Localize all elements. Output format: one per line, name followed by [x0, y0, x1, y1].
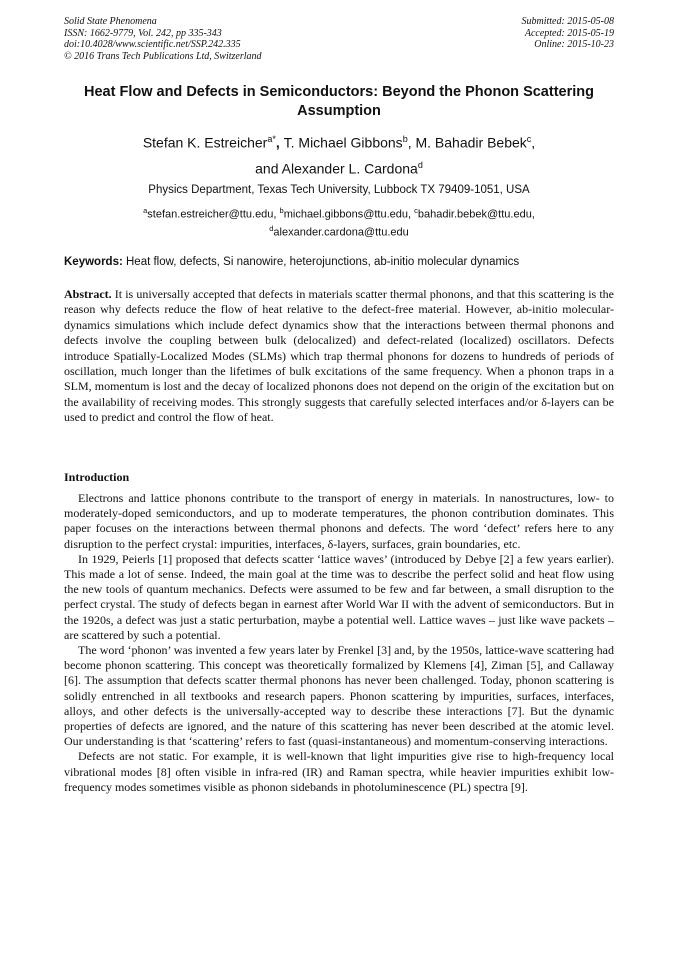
paper-title: Heat Flow and Defects in Semiconductors: Beyond the Phonon Scattering Assumption — [84, 84, 594, 119]
author-emails — [64, 204, 614, 239]
journal-issn: ISSN: 1662-9779, Vol. 242, pp 335-343 — [64, 27, 222, 39]
author-superscript: b — [402, 134, 408, 144]
journal-name: Solid State Phenomena — [64, 16, 157, 27]
author-name: and Alexander L. Cardona — [255, 160, 418, 177]
email-superscript: a — [143, 206, 148, 215]
submitted-date: Submitted: 2015-05-08 — [521, 16, 614, 27]
author-superscript: a* — [267, 134, 276, 144]
paragraph: The word ‘phonon’ was invented a few years later by Frenkel [3] and, by the 1950s, lattice-wave scattering had become phonon scattering. This concept was theoretically formalized by Klemens [4], Ziman [5], and Callaway [6]. The assumption that defects scatter thermal phonons has never been challenged. Today, phonon scattering is solidly entrenched in all textbooks and research papers. Phonon scattering by impurities, surfaces, interfaces, alloys, and other defects is the universally-accepted way to describe these interactions [7]. But the dynamic properties of defects are ignored, and the nature of this scattering has never been described at the atomic level. Our understanding is that ‘scattering’ refers to fast (quasi-instantaneous) and momentum-conserving interactions. — [64, 643, 614, 749]
email-superscript: c — [414, 206, 418, 215]
email-superscript: b — [279, 206, 284, 215]
keywords-line — [64, 255, 614, 269]
section-heading-introduction: Introduction — [64, 470, 130, 484]
affiliation: Physics Department, Texas Tech University, Lubbock TX 79409-1051, USA — [148, 184, 530, 196]
author-name: Stefan K. Estreicher — [142, 134, 268, 151]
author-name: T. Michael Gibbons — [283, 134, 403, 151]
paragraph: Defects are not static. For example, it is well-known that light impurities give rise to high-frequency local vibrational modes [8] often visible in infra-red (IR) and Raman spectra, while heavier impurities exhibit low-frequency modes sometimes visible as phonon sidebands in photoluminescence (PL) spectra [9]. — [64, 749, 614, 794]
paragraph: In 1929, Peierls [1] proposed that defects scatter ‘lattice waves’ (introduced by Debye [2] a few years earlier). This made a lot of sense. Indeed, the main goal at the time was to describe the perfect solid and heat flow using the new tools of quantum mechanics. Defects were assumed to be few and far between, a small disruption to the perfect crystal. The study of defects began in earnest after World War II with the advent of semiconductors. But in the 1920s, a defect was just a static perturbation, maybe a potential well. Lattice waves – just like wave packets – are scattered by such a potential. — [64, 551, 614, 642]
author-separator: , — [275, 134, 284, 151]
author-list — [64, 128, 614, 179]
author-separator: , — [531, 134, 536, 151]
journal-copyright: © 2016 Trans Tech Publications Ltd, Switzerland — [64, 50, 262, 62]
email-link[interactable]: michael.gibbons@ttu.edu, — [283, 208, 415, 221]
online-date: Online: 2015-10-23 — [534, 39, 614, 50]
accepted-date: Accepted: 2015-05-19 — [524, 27, 614, 39]
author-name: M. Bahadir Bebek — [415, 134, 527, 151]
publication-dates — [522, 16, 615, 51]
journal-info — [64, 16, 262, 62]
keywords-text: Heat flow, defects, Si nanowire, heterojunctions, ab-initio molecular dynamics — [122, 256, 520, 268]
abstract-text: It is universally accepted that defects in materials scatter thermal phonons, and that this scattering is the reason why defects reduce the flow of heat relative to the defect-free material. However, ab-initio molecular-dynamics simulations which include defect dynamics show that the interactions between thermal phonons and defects involve the coupling between bulk (delocalized) and defect-related (localized) oscillators. Defects introduce Spatially-Localized Modes (SLMs) which trap thermal phonons for dozens to hundreds of periods of oscillation, much longer than the lifetimes of bulk excitations of the same frequency. When a phonon traps in a SLM, momentum is lost and the decay of localized phonons does not depend on the origin of the excitation but on the availability of receiving modes. This strongly suggests that carefully selected interfaces and/or δ-layers can be used to predict and control the flow of heat. — [64, 287, 614, 425]
keywords-label: Keywords: — [64, 256, 123, 268]
journal-doi[interactable]: doi:10.4028/www.scientific.net/SSP.242.335 — [64, 39, 241, 50]
email-superscript: d — [269, 223, 274, 233]
abstract-label: Abstract. — [64, 287, 112, 301]
abstract — [64, 287, 614, 426]
introduction-body — [64, 491, 614, 795]
author-superscript: d — [417, 159, 423, 170]
author-separator: , — [407, 134, 416, 151]
email-link[interactable]: alexander.cardona@ttu.edu — [273, 226, 409, 239]
paragraph: Electrons and lattice phonons contribute to the transport of energy in materials. In nanostructures, low- to moderately-doped semiconductors, and up to moderate temperatures, the phonon contribution dominates. This paper focuses on the interactions between thermal phonons and defects. The word ‘defect’ refers here to any disruption to the perfect crystal: impurities, interfaces, δ-layers, surfaces, grain boundaries, etc. — [64, 491, 614, 551]
author-superscript: c — [526, 134, 532, 144]
email-link[interactable]: stefan.estreicher@ttu.edu, — [147, 208, 280, 221]
email-link[interactable]: bahadir.bebek@ttu.edu, — [417, 208, 535, 221]
